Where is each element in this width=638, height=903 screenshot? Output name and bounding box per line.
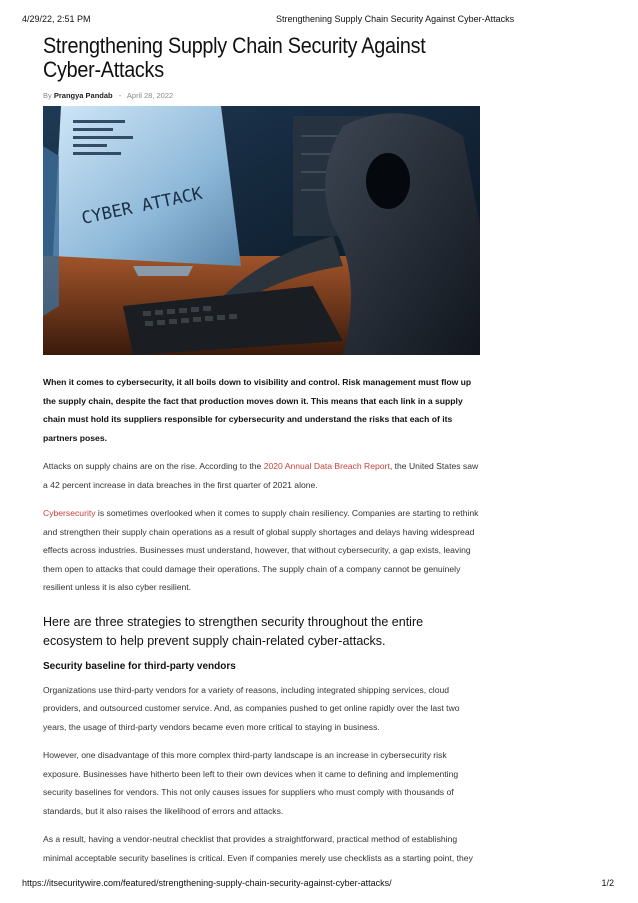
author-link[interactable]: Prangya Pandab	[53, 91, 113, 100]
cybersecurity-link[interactable]: Cybersecurity	[43, 508, 96, 518]
paragraph-text: , the United States saw a 42 percent increase in data breaches in the first quarter of 2021 alone.	[43, 461, 479, 490]
byline-prefix: By	[43, 91, 52, 100]
section-heading: Security baseline for third-party vendors	[43, 660, 236, 672]
paragraph-data-breach	[43, 457, 480, 494]
article-title: Strengthening Supply Chain Security Against Cyber-Attacks	[43, 33, 426, 82]
lead-paragraph: When it comes to cybersecurity, it all boils down to visibility and control. Risk management must flow up the supply chain, despite the fact that production moves down it. This means that each link in a supply chain must hold its suppliers responsible for cybersecurity and understand the risks that each of its partners poses.	[43, 377, 472, 443]
paragraph-cybersecurity	[43, 504, 480, 597]
byline-separator: -	[118, 91, 122, 100]
paragraph-text: Attacks on supply chains are on the rise. According to the	[43, 461, 264, 471]
section-security-baseline	[43, 659, 480, 868]
section-paragraph: Organizations use third-party vendors for a variety of reasons, including integrated shipping services, cloud providers, and outsourced customer service. And, as companies pushed to get online rapidly over the last two years, the usage of third-party vendors became even more critical to staying in business.	[43, 684, 460, 732]
section-paragraph: However, one disadvantage of this more complex third-party landscape is an increase in cybersecurity risk exposure. Businesses have hitherto been left to their own devices when it came to defining and implementing security baselines for vendors. This not only causes issues for suppliers who must comply with thousands of standards, but it also raises the likelihood of errors and attacks.	[43, 750, 459, 816]
article	[43, 33, 483, 863]
paragraph-text: is sometimes overlooked when it comes to supply chain resiliency. Companies are starting to rethink and strengthen their supply chain operations as a result of global supply shortages and delays having widespread effects across industries. Businesses must understand, however, that without cybersecurity, a gap exists, leaving them open to attacks that could damage their operations. The supply chain of a company cannot be genuinely resilient unless it is also cyber resilient.	[43, 508, 479, 592]
hero-illustration	[43, 106, 480, 355]
section-paragraph: As a result, having a vendor-neutral checklist that provides a straightforward, practical method of establishing minimal acceptable security baselines is critical. Even if companies merely use checklists as a starting point, they	[43, 834, 473, 863]
byline	[43, 90, 483, 102]
print-datetime: 4/29/22, 2:51 PM	[22, 14, 91, 24]
print-url: https://itsecuritywire.com/featured/strengthening-supply-chain-security-against-cyber-attacks/	[22, 878, 392, 888]
data-breach-report-link[interactable]: 2020 Annual Data Breach Report	[263, 461, 390, 471]
monitor-stand	[133, 266, 193, 276]
print-header	[22, 14, 614, 28]
hero-image	[43, 106, 480, 355]
print-footer	[22, 878, 614, 892]
article-body	[43, 373, 480, 867]
publish-date: April 28, 2022	[126, 91, 174, 100]
page-number: 1/2	[601, 878, 614, 888]
print-page-title: Strengthening Supply Chain Security Against Cyber-Attacks	[276, 14, 515, 24]
strategies-heading: Here are three strategies to strengthen security throughout the entire ecosystem to help prevent supply chain-related cyber-attacks.	[43, 614, 424, 648]
hero-screen-text: CYBER ATTACK	[79, 183, 205, 229]
